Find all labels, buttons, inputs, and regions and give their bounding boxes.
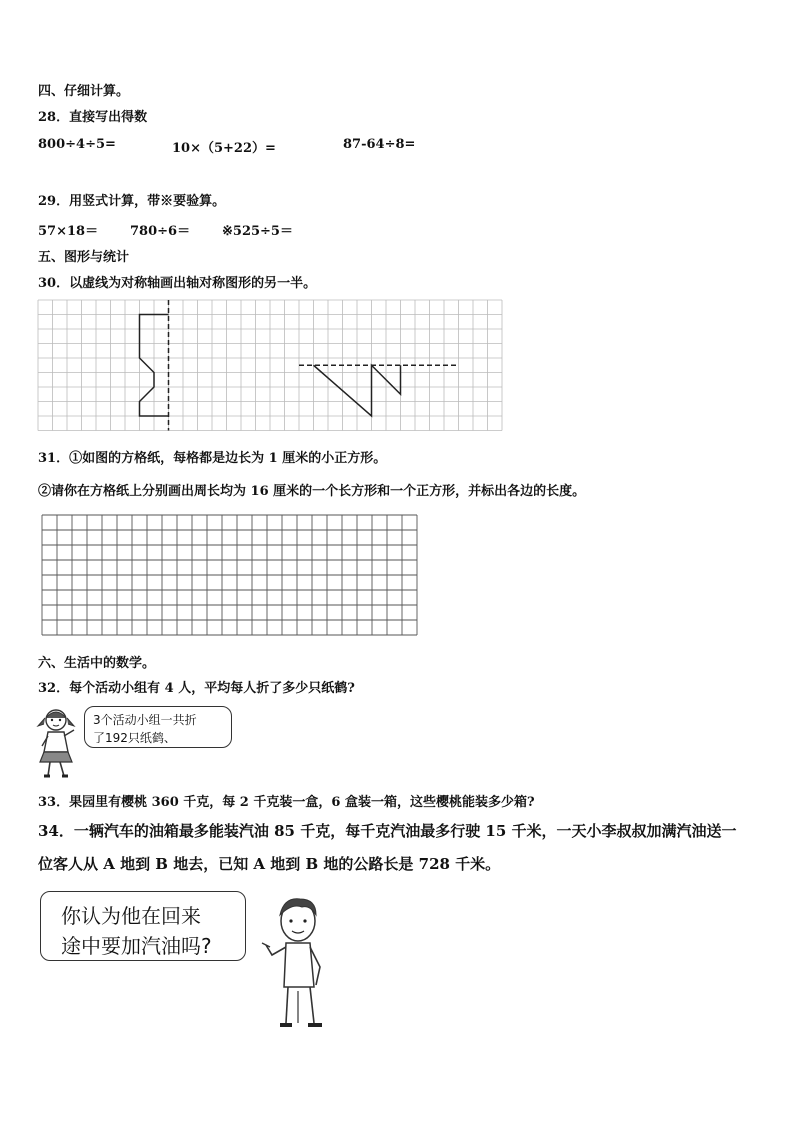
q34-line2: 位客人从 A 地到 B 地去，已知 A 地到 B 地的公路长是 728 千米。	[38, 855, 501, 873]
q34-speech-bubble	[40, 891, 246, 961]
q32-bubble-line2: 了192只纸鹤、	[93, 731, 176, 745]
q28-expr-3: 87-64÷8=	[343, 137, 416, 152]
q32-title: 32．每个活动小组有 4 人，平均每人折了多少只纸鹤?	[38, 681, 355, 696]
q28-title: 28．直接写出得数	[38, 110, 148, 125]
q31-line2: ②请你在方格纸上分别画出周长均为 16 厘米的一个长方形和一个正方形，并标出各边的长度。	[38, 484, 586, 499]
section6-title: 六、生活中的数学。	[38, 656, 156, 671]
section4-title: 四、仔细计算。	[38, 84, 130, 99]
boy-illustration	[258, 895, 334, 1033]
q34-line1: 34．一辆汽车的油箱最多能装汽油 85 千克，每千克汽油最多行驶 15 千米，一天小李叔叔加满汽油送一	[38, 822, 737, 840]
q29-expr-1: 57×18＝	[38, 224, 99, 239]
q30-title: 30．以虚线为对称轴画出轴对称图形的另一半。	[38, 276, 317, 291]
q29-expr-2: 780÷6＝	[130, 224, 191, 239]
q34-bubble-line1: 你认为他在回来	[61, 904, 201, 928]
q31-drawing-grid[interactable]	[42, 515, 417, 635]
q32-speech-bubble	[84, 706, 232, 748]
q29-expr-3: ※525÷5＝	[222, 224, 293, 239]
q32-bubble-line1: 3个活动小组一共折	[93, 713, 197, 727]
q30-symmetry-grid[interactable]	[38, 300, 502, 432]
q33-title: 33．果园里有樱桃 360 千克，每 2 千克装一盒，6 盒装一箱，这些樱桃能装多少箱?	[38, 795, 535, 810]
q34-bubble-line2: 途中要加汽油吗?	[61, 934, 212, 958]
girl-illustration	[34, 706, 82, 782]
q29-title: 29．用竖式计算，带※要验算。	[38, 194, 226, 209]
q31-line1: 31．①如图的方格纸，每格都是边长为 1 厘米的小正方形。	[38, 451, 387, 466]
q28-expr-1: 800÷4÷5=	[38, 137, 116, 152]
q28-expr-2: 10×（5+22）=	[172, 141, 276, 156]
section5-title: 五、图形与统计	[38, 250, 130, 265]
